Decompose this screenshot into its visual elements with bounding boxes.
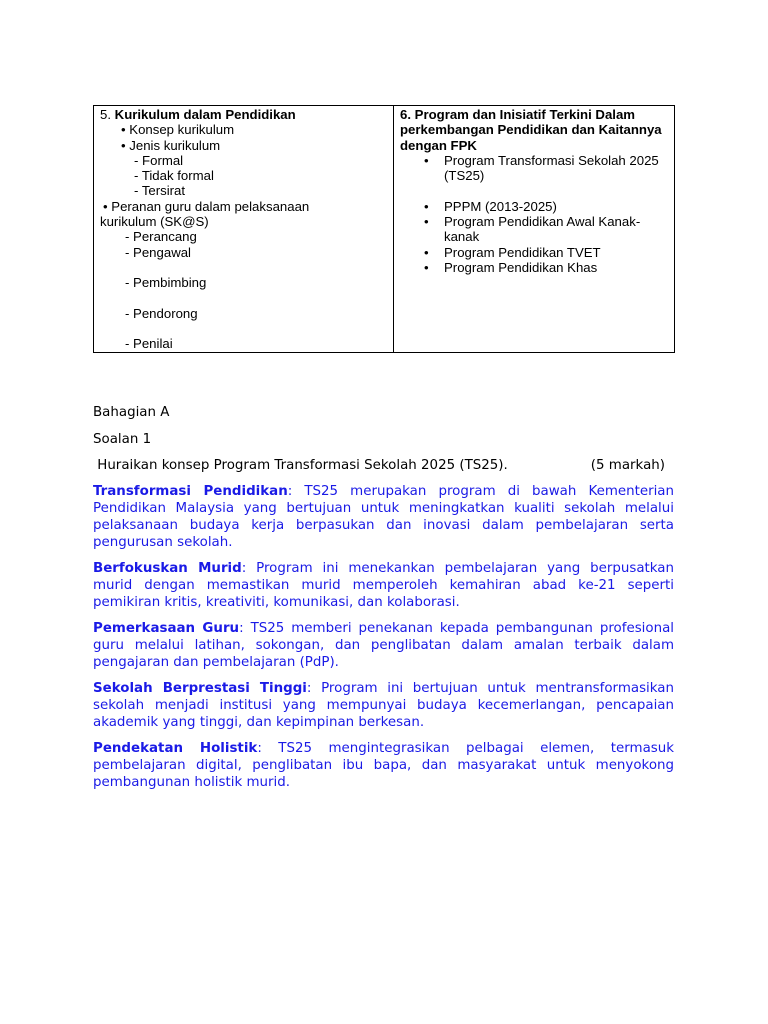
list-item: • Peranan guru dalam pelaksanaan [103, 198, 310, 214]
list-item: • Program Pendidikan Awal Kanak-kanak [424, 214, 641, 245]
question-number: Soalan 1 [93, 432, 152, 447]
list-item: • Program Pendidikan Khas [424, 259, 598, 275]
list-item: • Konsep kurikulum [121, 122, 235, 138]
bullet-icon: • [424, 214, 429, 230]
list-item: - Perancang [125, 229, 197, 245]
question-text: Huraikan konsep Program Transformasi Sekolah 2025 (TS25). [93, 458, 508, 473]
cell-heading: 6. Program dan Inisiatif Terkini Dalam perkembangan Pendidikan dan Kaitannya dengan FPK [400, 107, 662, 153]
table-cell-program [394, 106, 674, 352]
cell-heading: 5. Kurikulum dalam Pendidikan [100, 107, 296, 122]
list-item: - Formal [134, 152, 184, 168]
list-item: - Penilai [125, 336, 173, 352]
marks-label: (5 markah) [590, 458, 665, 473]
answer-paragraph: Sekolah Berprestasi Tinggi: Program ini bertujuan untuk mentransformasikan sekolah menjadi institusi yang mempunyai budaya kecemerlangan, pencapaian akademik yang tinggi, dan kepimpinan berkesan. [93, 681, 674, 730]
table-cell-kurikulum [94, 106, 394, 352]
list-item: • Program Transformasi Sekolah 2025 (TS25) [424, 152, 659, 184]
list-item: - Pembimbing [125, 275, 207, 291]
answer-paragraph: Pemerkasaan Guru: TS25 memberi penekanan kepada pembangunan profesional guru melalui latihan, sokongan, dan penglibatan dalam amalan terbaik dalam pengajaran dan pembelajaran (PdP). [93, 621, 675, 670]
list-item: - Pendorong [125, 305, 198, 321]
answer-paragraph: Berfokuskan Murid: Program ini menekankan pembelajaran yang berpusatkan murid dengan memastikan murid memperoleh kemahiran abad ke-21 seperti pemikiran kritis, kreativiti, komunikasi, dan kolaborasi. [93, 561, 674, 610]
list-item: - Pengawal [125, 244, 191, 260]
bullet-icon: • [424, 152, 429, 168]
question-line [93, 457, 665, 474]
list-item: - Tidak formal [134, 168, 214, 184]
topics-table [93, 105, 675, 353]
section-title: Bahagian A [93, 405, 170, 420]
list-item: • PPPM (2013-2025) [424, 198, 557, 214]
list-item: - Tersirat [134, 183, 186, 199]
answer-paragraph: Pendekatan Holistik: TS25 mengintegrasikan pelbagai elemen, termasuk pembelajaran digital, penglibatan ibu bapa, dan masyarakat untuk menyokong pembangunan holistik murid. [93, 741, 674, 790]
list-item: kurikulum (SK@S) [100, 214, 209, 230]
bullet-icon: • [424, 198, 429, 214]
list-item: • Program Pendidikan TVET [424, 244, 601, 260]
bullet-icon: • [424, 244, 429, 260]
answer-paragraph: Transformasi Pendidikan: TS25 merupakan program di bawah Kementerian Pendidikan Malaysia yang bertujuan untuk meningkatkan kualiti sekolah melalui pelaksanaan budaya kerja berpasukan dan inovasi dalam pembelajaran serta pengurusan sekolah. [93, 484, 675, 550]
bullet-icon: • [424, 259, 429, 275]
list-item: • Jenis kurikulum [121, 137, 221, 153]
